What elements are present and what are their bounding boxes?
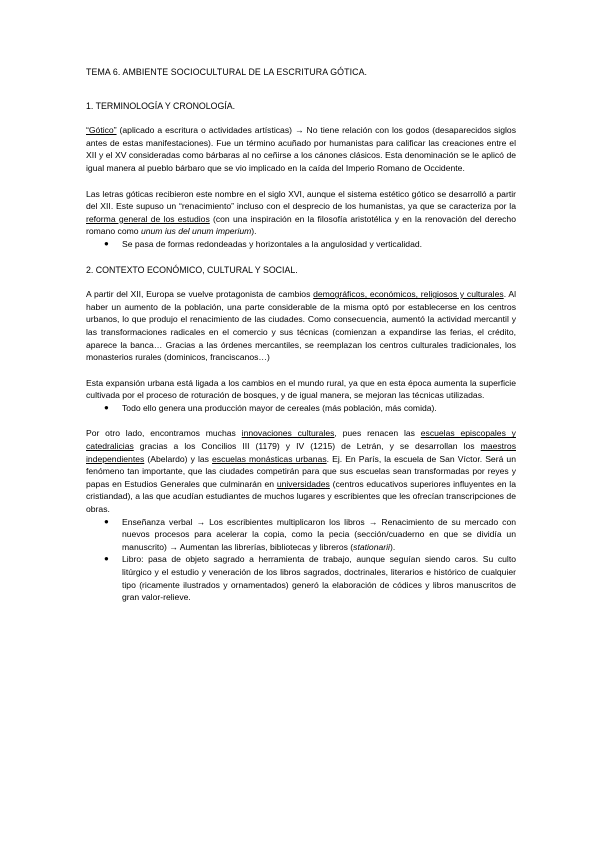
list-item [86,553,516,603]
bullet-icon: ● [104,516,109,526]
bullet-icon: ● [104,402,109,412]
underlined-innovaciones: innovaciones culturales [241,428,335,439]
section-heading-contexto: 2. CONTEXTO ECONÓMICO, CULTURAL Y SOCIAL. [86,264,298,275]
bullet-list [86,402,516,415]
underlined-escuelas-monasticas: escuelas monásticas urbanas [212,453,327,464]
paragraph-text: Las letras góticas recibieron este nombre en el siglo XVI, aunque el sistema estético gótico se desarrolló a partir del XII. Este supuso un “renacimiento” incluso con el desprecio de los humanistas, ya que se caracteriza por la [86,188,516,212]
section-heading-terminologia: 1. TERMINOLOGÍA Y CRONOLOGÍA. [86,100,236,111]
paragraph-text: (aplicado a escritura o actividades artísticas) → No tiene relación con los godos (desaparecidos siglos antes de estas manifestaciones). Fue un término acuñado por humanistas para calificar las creaciones entre el XII y el XV consideradas como bárbaras al no ceñirse a los cánones clásicos. Esta denominación se le aplicó de igual manera al pueblo bárbaro que se vio implicado en la caída del Imperio Romano de Occidente. [86,125,516,173]
paragraph-text: (centros educativos superiores influyentes en la cristiandad), a las que acudían estudiantes de muchos lugares y escribientes que les ofrecían transcripciones de obras. [86,478,516,515]
list-item-text: ). [389,541,396,552]
underlined-escuelas-episcopales: escuelas episcopales y catedralicias [86,428,516,452]
bullet-icon: ● [104,238,109,248]
paragraph-text: . Ej. En París, la escuela de San Víctor. Será un fenómeno tan importante, que las ciudades competirán para que sus escuelas sean transformadas por reyes y papas en Estudios Generales que culminarán en [86,453,516,489]
bullet-icon: ● [104,554,109,564]
list-item [86,402,516,415]
list-item [86,238,516,251]
bullet-list [86,516,516,604]
document-title: TEMA 6. AMBIENTE SOCIOCULTURAL DE LA ESCRITURA GÓTICA. [86,67,368,77]
term-gotico: “Gótico” [86,125,117,136]
document-page [86,66,516,604]
italic-stationarii: stationarii [353,541,390,552]
list-item-text: Se pasa de formas redondeadas y horizontales a la angulosidad y verticalidad. [122,238,423,249]
list-item-text: Libro: pasa de objeto sagrado a herramienta de trabajo, aunque seguían siendo caros. Su culto litúrgico y el estudio y veneración de los libros sagrados, doctrinales, literarios e histórico de cualquier tipo (ricamente ilustrados y ornamentados) generó la elaboración de códices y libros manuscritos de gran valor-relieve. [122,554,516,603]
paragraph-text: ). [251,226,257,237]
paragraph-europa [86,288,516,364]
bullet-list [86,238,516,251]
paragraph-text: Por otro lado, encontramos muchas [86,428,242,439]
paragraph-gotico [86,124,516,174]
underlined-universidades: universidades [276,478,330,489]
paragraph-text: . Al haber un aumento de la población, una parte considerable de la misma optó por establecerse en los centros urbanos, lo que produjo el renacimiento de las ciudades. Como consecuencia, aumentó la actividad mercantil y las transformaciones radicales en el comercio y sus técnicas (comienzan a expandirse las ferias, el crédito, aparece la banca… Gracias a las órdenes mercantiles, se reemplazan los centros culturales tradicionales, los monasterios rurales (dominicos, franciscanos…) [86,289,516,363]
list-item [86,516,516,554]
underlined-maestros: maestros independientes [86,441,516,464]
list-item-text: Enseñanza verbal → Los escribientes multiplicaron los libros → Renacimiento de su mercado con nuevos procesos para acelerar la copia, como la pecia (sección/cuaderno en que se dividía un manuscrito) → Aumentan las librerías, bibliotecas y libreros ( [122,516,516,552]
paragraph-text: gracias a los Concilios III (1179) y IV (1215) de Letrán, y se desarrollan los [133,441,481,452]
paragraph-expansion-urbana: Esta expansión urbana está ligada a los cambios en el mundo rural, ya que en esta época aumenta la superficie cultivada por el proceso de roturación de bosques, y de igual manera, se mejoran las técnicas utilizadas. [86,377,516,401]
underlined-cambios: demográficos, económicos, religiosos y culturales [313,289,504,300]
paragraph-text: (con una inspiración en la filosofía aristotélica y en la renovación del derecho romano como [86,213,516,237]
underlined-reforma: reforma general de los estudios [86,213,210,224]
paragraph-innovaciones [86,427,516,515]
paragraph-text: (Abelardo) y las [144,453,213,464]
paragraph-letras-goticas [86,188,516,238]
list-item-text: Todo ello genera una producción mayor de cereales (más población, más comida). [122,402,437,413]
italic-unum-ius: unum ius del unum imperium [140,226,252,237]
paragraph-text: , pues renacen las [334,428,421,439]
paragraph-text: A partir del XII, Europa se vuelve protagonista de cambios [86,289,314,300]
